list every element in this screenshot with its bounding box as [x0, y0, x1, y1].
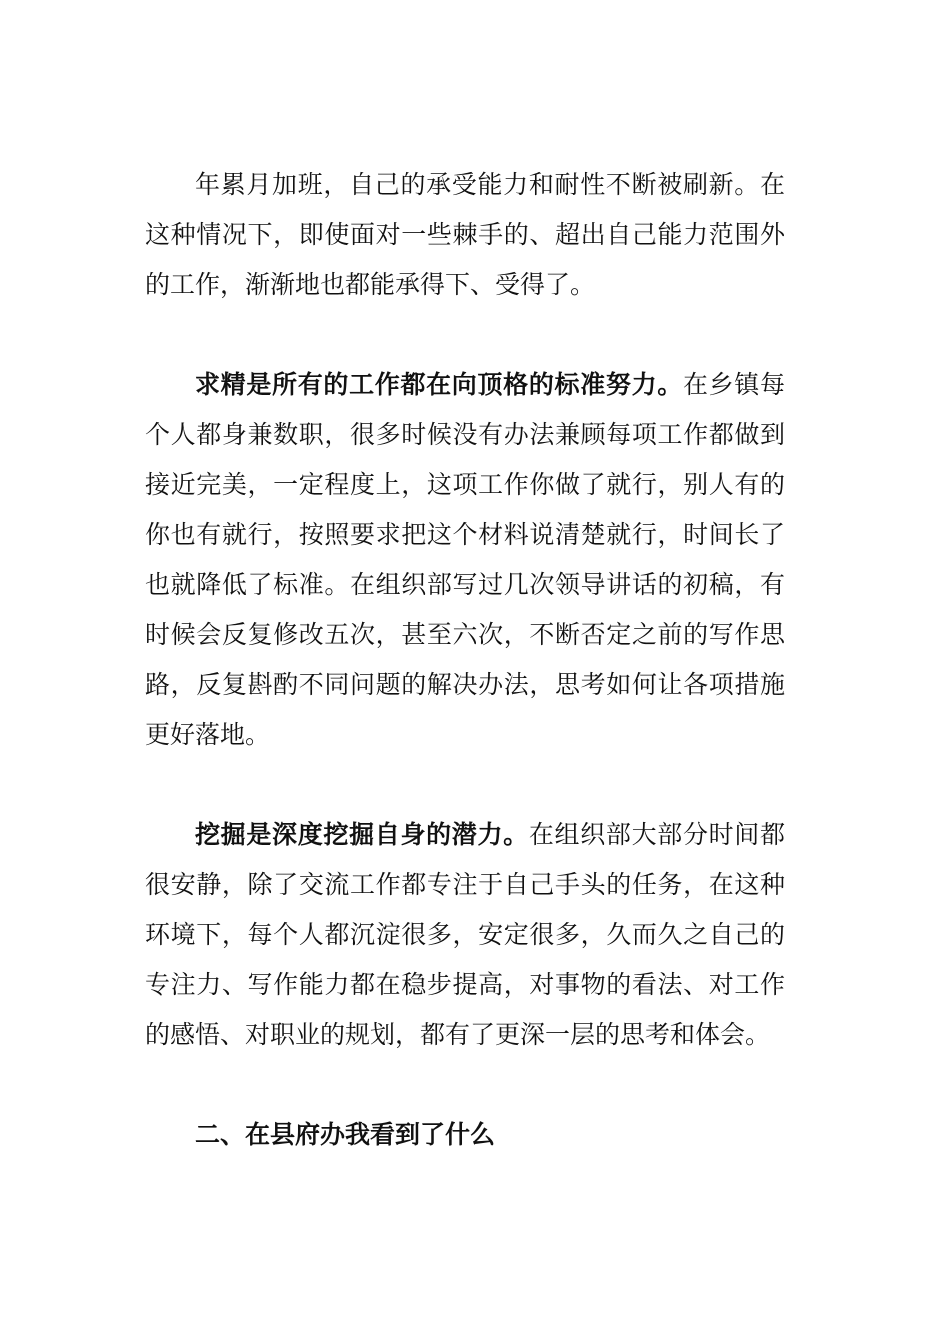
paragraph-gap	[145, 1060, 785, 1110]
section-heading: 二、在县府办我看到了什么	[195, 1120, 496, 1149]
paragraph-1	[145, 160, 785, 310]
paragraph-2-lead: 求精是所有的工作都在向顶格的标准努力。	[195, 370, 683, 399]
document-body	[145, 160, 785, 1160]
paragraph-1-text: 年累月加班，自己的承受能力和耐性不断被刷新。在这种情况下，即使面对一些棘手的、超出自己能力范围外的工作，渐渐地也都能承得下、受得了。	[145, 170, 785, 299]
paragraph-3-lead: 挖掘是深度挖掘自身的潜力。	[195, 820, 529, 849]
paragraph-3-text: 在组织部大部分时间都很安静，除了交流工作都专注于自己手头的任务，在这种环境下，每个人都沉淀很多，安定很多，久而久之自己的专注力、写作能力都在稳步提高，对事物的看法、对工作的感悟、对职业的规划，都有了更深一层的思考和体会。	[145, 820, 785, 1049]
paragraph-gap	[145, 760, 785, 810]
paragraph-gap	[145, 310, 785, 360]
paragraph-3	[145, 810, 785, 1060]
paragraph-2	[145, 360, 785, 760]
paragraph-2-text: 在乡镇每个人都身兼数职，很多时候没有办法兼顾每项工作都做到接近完美，一定程度上，这项工作你做了就行，别人有的你也有就行，按照要求把这个材料说清楚就行，时间长了也就降低了标准。在组织部写过几次领导讲话的初稿，有时候会反复修改五次，甚至六次，不断否定之前的写作思路，反复斟酌不同问题的解决办法，思考如何让各项措施更好落地。	[145, 370, 785, 749]
